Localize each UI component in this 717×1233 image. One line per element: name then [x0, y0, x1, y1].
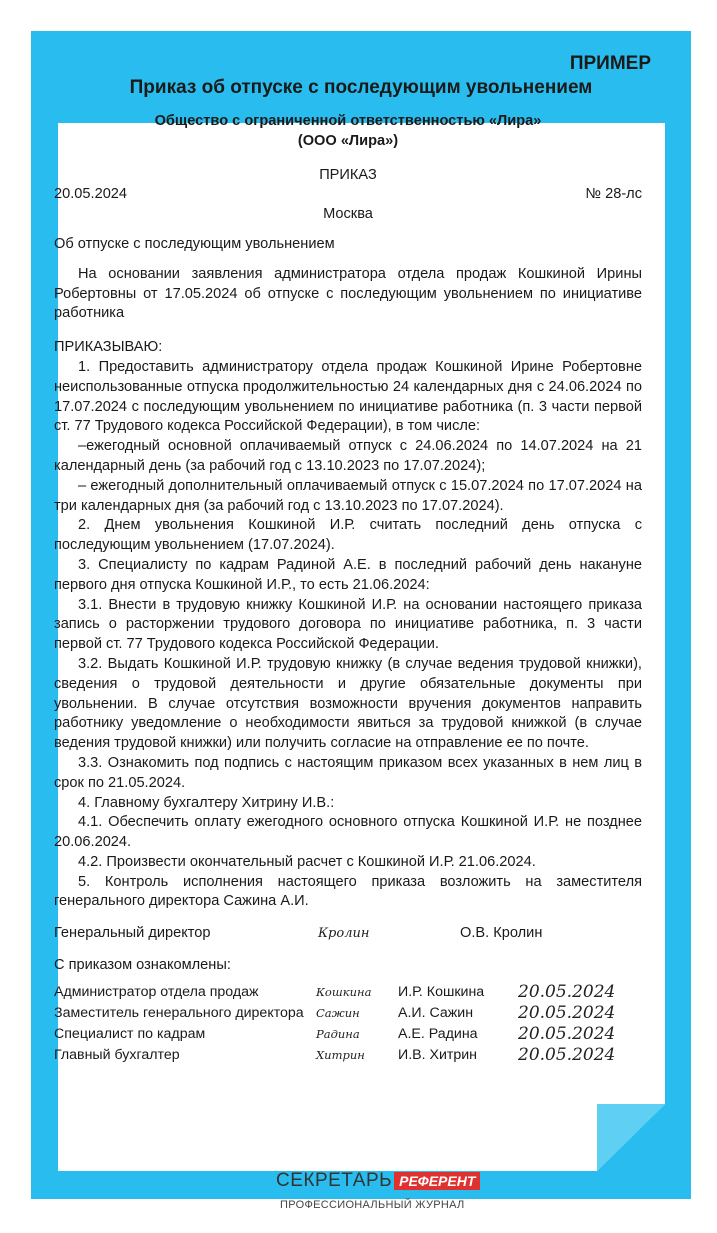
logo-part-secretary: СЕКРЕТАРЬ	[276, 1170, 393, 1191]
journal-logo	[276, 1170, 480, 1192]
ack-signature: Сажин	[316, 1005, 360, 1020]
frame-title: Приказ об отпуске с последующим увольнением	[129, 77, 593, 98]
director-name: О.В. Кролин	[460, 925, 543, 942]
ack-position: Главный бухгалтер	[54, 1046, 180, 1063]
order-item: 1. Предоставить администратору отдела продаж Кошкиной Ирине Робертовне неиспользованные отпуска продолжительностью 24 календарных дня с 24.06.2024 по 17.07.2024 с последующим увольнением по инициативе работника (п. 3 части первой ст. 77 Трудового кодекса Российской Федерации), в том числе:	[54, 358, 642, 435]
order-word: ПРИКАЗ	[319, 166, 377, 183]
ack-date: 20.05.2024	[518, 1002, 616, 1023]
order-document	[54, 112, 642, 1066]
ack-date: 20.05.2024	[518, 1044, 616, 1065]
order-item: 4. Главному бухгалтеру Хитрину И.В.:	[78, 794, 335, 811]
order-item: 3.2. Выдать Кошкиной И.Р. трудовую книжку (в случае ведения трудовой книжки), сведения о трудовой деятельности и другие обязательные документы при увольнении. В случае отсутствия возможности вручения документов направить работнику уведомление о необходимости явиться за трудовой книжкой (в случае ведения трудовой книжки) или получить согласие на отправление ее по почте.	[54, 655, 642, 752]
order-item: 4.2. Произвести окончательный расчет с Кошкиной И.Р. 21.06.2024.	[78, 853, 536, 870]
ack-name: И.Р. Кошкина	[398, 983, 485, 1000]
ack-signature: Радина	[316, 1026, 360, 1041]
order-item: – ежегодный дополнительный оплачиваемый отпуск с 15.07.2024 по 17.07.2024 на три календарных дня (за рабочий год с 13.10.2023 по 17.07.2024).	[54, 477, 642, 514]
ack-title: С приказом ознакомлены:	[54, 957, 231, 974]
order-number: № 28-лс	[585, 186, 642, 203]
order-item: 3. Специалисту по кадрам Радиной А.Е. в последний рабочий день накануне первого дня отпуска Кошкиной И.Р., то есть 21.06.2024:	[54, 556, 642, 593]
ack-name: И.В. Хитрин	[398, 1046, 478, 1063]
ack-signature: Хитрин	[316, 1047, 365, 1062]
org-short-name: (ООО «Лира»)	[297, 132, 399, 149]
org-name: Общество с ограниченной ответственностью «Лира»	[154, 113, 542, 129]
order-item: 2. Днем увольнения Кошкиной И.Р. считать последний день отпуска с последующим увольнением (17.07.2024).	[54, 517, 642, 554]
order-item: –ежегодный основной оплачиваемый отпуск с 24.06.2024 по 14.07.2024 на 21 календарный день (за рабочий год с 13.10.2023 по 17.07.2024);	[54, 438, 642, 474]
example-label: ПРИМЕР	[569, 53, 651, 74]
ack-date: 20.05.2024	[518, 1023, 616, 1044]
ack-name: А.И. Сажин	[398, 1004, 474, 1021]
order-city: Москва	[323, 206, 373, 223]
order-item: 5. Контроль исполнения настоящего приказа возложить на заместителя генерального директора Сажина А.И.	[54, 873, 642, 910]
director-position: Генеральный директор	[54, 925, 211, 942]
ack-name: А.Е. Радина	[398, 1025, 478, 1042]
order-subject: Об отпуске с последующим увольнением	[54, 235, 335, 252]
ack-row	[54, 1045, 642, 1066]
order-date: 20.05.2024	[54, 186, 128, 203]
folded-corner-icon	[597, 1104, 665, 1171]
ack-date: 20.05.2024	[518, 981, 616, 1002]
ack-position: Специалист по кадрам	[54, 1025, 206, 1042]
director-signature: Кролин	[318, 926, 370, 942]
ack-position: Заместитель генерального директора	[54, 1004, 304, 1021]
ack-signature: Кошкина	[316, 984, 372, 999]
order-item: 3.1. Внести в трудовую книжку Кошкиной И.Р. на основании настоящего приказа запись о расторжении трудового договора по инициативе работника, п. 3 части первой ст. 77 Трудового кодекса Российской Федерации.	[54, 596, 642, 653]
order-verb: ПРИКАЗЫВАЮ:	[54, 339, 163, 356]
ack-row	[54, 1024, 642, 1045]
order-basis: На основании заявления администратора отдела продаж Кошкиной Ирины Робертовны от 17.05.2024 об отпуске с последующим увольнением по инициативе работника	[54, 265, 642, 322]
order-item: 4.1. Обеспечить оплату ежегодного основного отпуска Кошкиной И.Р. не позднее 20.06.2024.	[54, 814, 642, 851]
ack-row	[54, 982, 642, 1003]
logo-part-referent: РЕФЕРЕНТ	[394, 1172, 480, 1190]
director-signature-row	[54, 922, 642, 946]
journal-subtitle: ПРОФЕССИОНАЛЬНЫЙ ЖУРНАЛ	[280, 1199, 465, 1211]
order-item: 3.3. Ознакомить под подпись с настоящим приказом всех указанных в нем лиц в срок по 21.05.2024.	[54, 754, 642, 791]
ack-row	[54, 1003, 642, 1024]
date-number-row	[54, 185, 642, 205]
ack-position: Администратор отдела продаж	[54, 983, 259, 1000]
